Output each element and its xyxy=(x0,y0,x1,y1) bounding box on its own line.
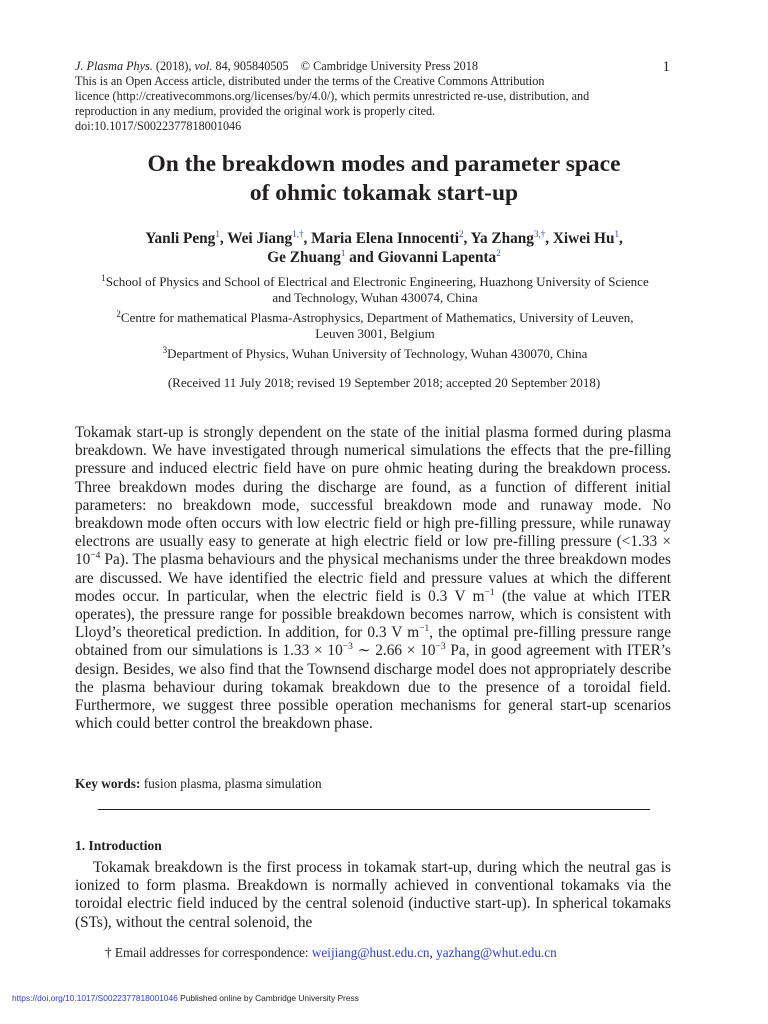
author-name: Yanli Peng xyxy=(145,230,216,247)
author-name: Ya Zhang xyxy=(470,230,534,247)
affiliation-marker[interactable]: 1,† xyxy=(292,229,304,239)
license-line-1: This is an Open Access article, distributed under the terms of the Creative Commons Attribution xyxy=(75,74,545,88)
volume-info: 84, 905840505 xyxy=(212,59,289,73)
license-line-2: licence (http://creativecommons.org/licenses/by/4.0/), which permits unrestricted re-use, distribution, and xyxy=(75,89,590,103)
correspondence-footnote: † Email addresses for correspondence: weijiang@hust.edu.cn, yazhang@whut.edu.cn xyxy=(105,945,557,960)
doi-line: doi:10.1017/S0022377818001046 xyxy=(75,119,242,133)
author-list xyxy=(0,229,768,267)
affiliation-marker[interactable]: 2 xyxy=(496,248,501,258)
affiliation-marker[interactable]: 1 xyxy=(614,229,619,239)
journal-header-line xyxy=(75,59,675,74)
keywords-value: fusion plasma, plasma simulation xyxy=(140,776,322,791)
author-name: Xiwei Hu xyxy=(552,230,615,247)
email-link-1[interactable]: weijiang@hust.edu.cn xyxy=(311,945,430,960)
journal-year: (2018), xyxy=(152,59,195,73)
author-line-2: Ge Zhuang$^1$ and Giovanni Lapenta$^2$ xyxy=(267,248,501,266)
title-line-1: On the breakdown modes and parameter space xyxy=(147,151,621,177)
license-line-3: reproduction in any medium, provided the original work is properly cited. xyxy=(75,104,436,118)
introduction-text: Tokamak breakdown is the first process in tokamak start-up, during which the neutral gas is ionized to form plasma. Breakdown is normally achieved in conventional tokamaks via the toroidal electric field induced by the central solenoid (inductive start-up). In spherical tokamaks (STs), without the central solenoid, the xyxy=(75,859,671,931)
paper-title xyxy=(0,150,768,208)
author-name: Maria Elena Innocenti xyxy=(311,230,459,247)
affiliation-2: $^2$Centre for mathematical Plasma-Astrophysics, Department of Mathematics, University of Leuven, Leuven 3001, Belgium xyxy=(116,309,634,341)
affiliation-marker[interactable]: 2 xyxy=(459,229,464,239)
affiliation-1: $^1$School of Physics and School of Electrical and Electronic Engineering, Huazhong University of Science and Technology, Wuhan 430074, China xyxy=(101,273,649,305)
keywords-label: Key words: xyxy=(75,776,141,791)
abstract: Tokamak start-up is strongly dependent on the state of the initial plasma formed during plasma breakdown. We have investigated through numerical simulations the effects that the pre-filling pressure and induced electric field have on pure ohmic heating during the breakdown process. Three breakdown modes during the discharge are found, as a function of different initial parameters: no breakdown mode, successful breakdown mode and runaway mode. No breakdown mode often occurs with low electric field or high pre-filling pressure, while runaway electrons are usually easy to generate at high electric field or low pre-filling pressure ($<1.33 \times 10^{-4}$ Pa). The plasma behaviours and the physical mechanisms under the three breakdown modes are discussed. We have identified the electric field and pressure values at which the different modes occur. In particular, when the electric field is 0.3 V $m^{-1}$ (the value at which ITER operates), the pressure range for possible breakdown becomes narrow, which is consistent with Lloyd’s theoretical prediction. In addition, for 0.3 V $m^{-1}$, the optimal pre-filling pressure range obtained from our simulations is $1.33 \times 10^{-3}$ ∼ $2.66 \times 10^{-3}$ Pa, in good agreement with ITER’s design. Besides, we also find that the Townsend discharge model does not appropriately describe the plasma behaviour during tokamak breakdown due to the presence of a toroidal field. Furthermore, we suggest three possible operation mechanisms for general start-up scenarios which could better control the breakdown phase. xyxy=(75,424,672,733)
affiliation-marker[interactable]: 3,† xyxy=(533,229,546,239)
section-heading-introduction: 1. Introduction xyxy=(75,838,162,853)
affiliation-marker[interactable]: 1 xyxy=(340,248,346,258)
author-name: Wei Jiang xyxy=(227,230,293,247)
email-link-2[interactable]: yazhang@whut.edu.cn xyxy=(436,945,557,960)
author-name: Ge Zhuang xyxy=(267,249,341,266)
title-line-2: of ohmic tokamak start-up xyxy=(249,180,519,206)
author-name: Giovanni Lapenta xyxy=(377,249,497,266)
journal-name: J. Plasma Phys. xyxy=(75,59,153,73)
published-online-text: Published online by Cambridge University Press xyxy=(177,993,359,1003)
received-dates: (Received 11 July 2018; revised 19 September 2018; accepted 20 September 2018) xyxy=(167,375,601,390)
affiliation-marker[interactable]: 1 xyxy=(215,229,220,239)
keywords xyxy=(75,776,322,792)
page-number: 1 xyxy=(662,59,670,75)
section-divider xyxy=(98,809,650,810)
page-footer xyxy=(12,993,359,1003)
author-line-1: Yanli Peng$^1$, Wei Jiang$^{1,\dagger}$, Maria Elena Innocenti$^2$, Ya Zhang$^{3,\dagger}$, Xiwei Hu$^1$, xyxy=(145,229,623,247)
volume-label: vol. xyxy=(194,59,213,73)
copyright-notice: © Cambridge University Press 2018 xyxy=(300,59,478,73)
affiliation-3: $^3$Department of Physics, Wuhan University of Technology, Wuhan 430070, China xyxy=(162,345,588,361)
doi-link[interactable]: https://doi.org/10.1017/S0022377818001046 xyxy=(12,993,178,1003)
